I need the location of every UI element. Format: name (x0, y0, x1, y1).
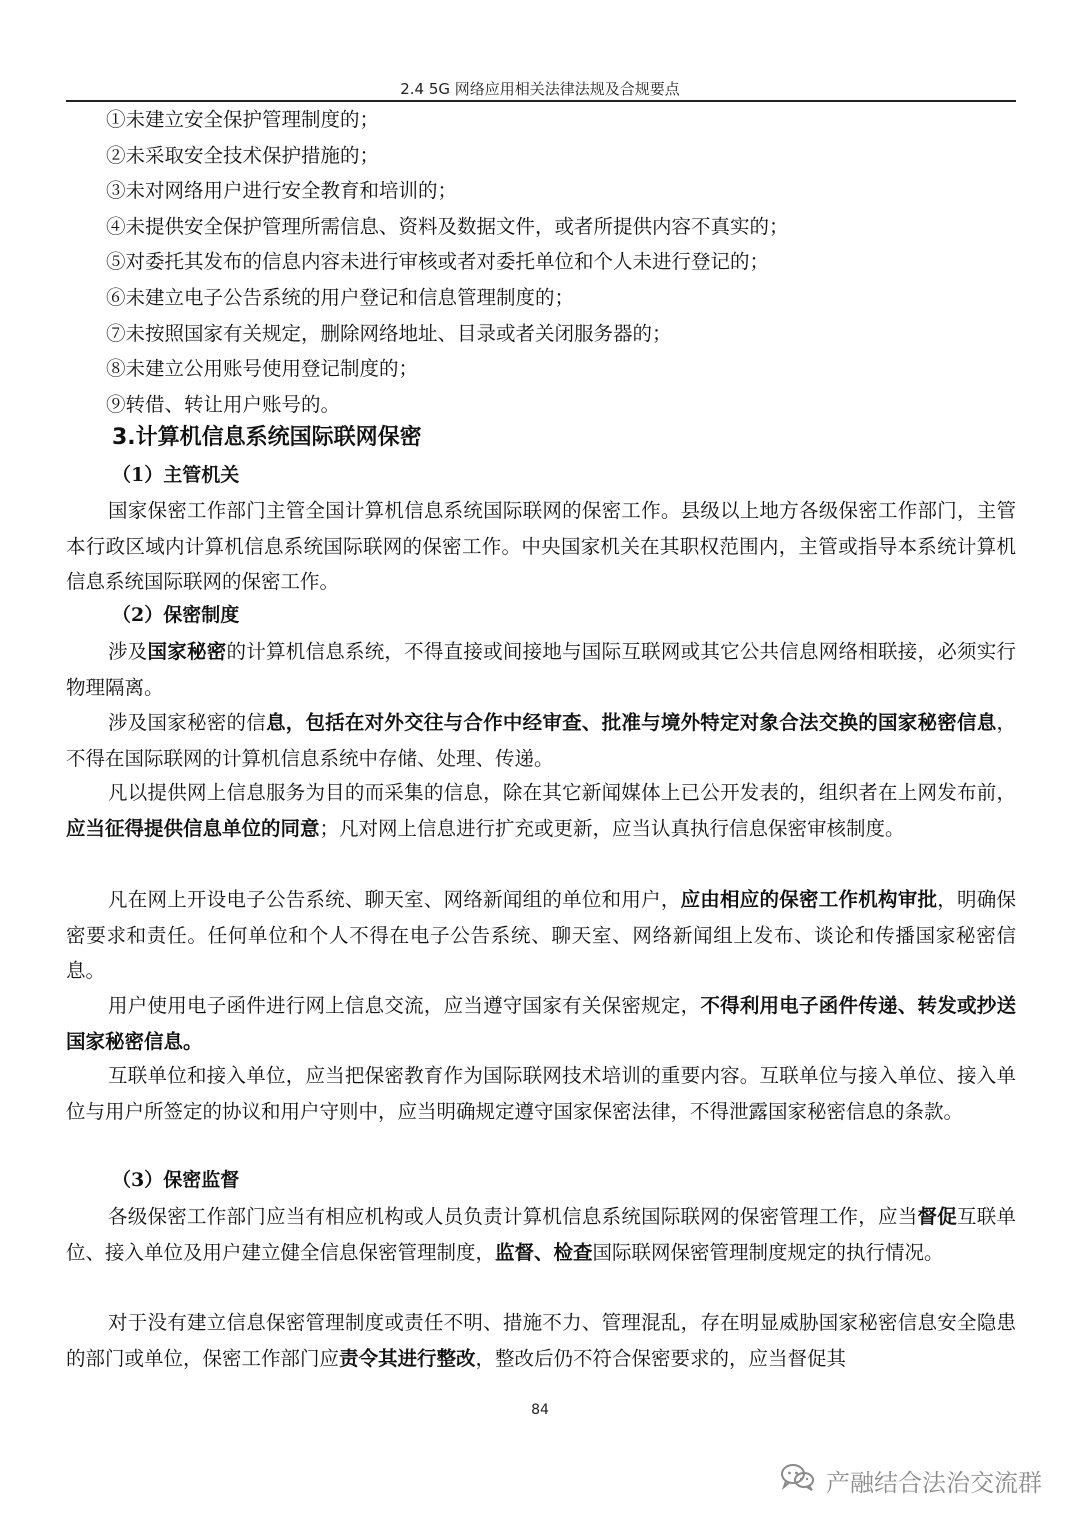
paragraph-email: 用户使用电子函件进行网上信息交流，应当遵守国家有关保密规定，不得利用电子函件传递、转发或抄送国家秘密信息。 (66, 994, 1016, 1053)
wechat-icon (780, 1462, 816, 1498)
watermark-text: 产融结合法治交流群 (826, 1468, 1042, 1497)
list-item: ⑤对委托其发布的信息内容未进行审核或者对委托单位和个人未进行登记的； (106, 250, 770, 274)
bold-text: 监督、检查 (495, 1240, 593, 1264)
paragraph-rectification: 对于没有建立信息保密管理制度或责任不明、措施不力、管理混乱，存在明显威胁国家秘密信息安全隐患的部门或单位，保密工作部门应责令其进行整改，整改后仍不符合保密要求的，应当督促其 (66, 1311, 1016, 1370)
list-item: ①未建立安全保护管理制度的； (106, 108, 380, 131)
paragraph-secret-info: 涉及国家秘密的信息，包括在对外交往与合作中经审查、批准与境外特定对象合法交换的国家秘密信息，不得在国际联网的计算机信息系统中存储、处理、传递。 (66, 711, 1016, 770)
paragraph-bulletin: 凡在网上开设电子公告系统、聊天室、网络新闻组的单位和用户，应由相应的保密工作机构审批，明确保密要求和责任。任何单位和个人不得在电子公告系统、聊天室、网络新闻组上发布、谈论和传播国家秘密信息。 (66, 888, 1016, 982)
list-item: ⑦未按照国家有关规定，删除网络地址、目录或者关闭服务器的； (106, 321, 672, 345)
paragraph-publishing: 凡以提供网上信息服务为目的而采集的信息，除在其它新闻媒体上已公开发表的，组织者在上网发布前，应当征得提供信息单位的同意；凡对网上信息进行扩充或更新，应当认真执行信息保密审核制度。 (66, 781, 1016, 840)
list-item: ⑨转借、转让用户账号的。 (106, 392, 341, 416)
paragraph-training: 互联单位和接入单位，应当把保密教育作为国际联网技术培训的重要内容。互联单位与接入单位、接入单位与用户所签定的协议和用户守则中，应当明确规定遵守国家保密法律，不得泄露国家秘密信息的条款。 (66, 1064, 1016, 1123)
paragraph-authority: 国家保密工作部门主管全国计算机信息系统国际联网的保密工作。县级以上地方各级保密工作部门，主管本行政区域内计算机信息系统国际联网的保密工作。中央国家机关在其职权范围内，主管或指导本系统计算机信息系统国际联网的保密工作。 (66, 499, 1016, 593)
list-item: ②未采取安全技术保护措施的； (106, 143, 380, 167)
watermark (780, 1462, 1042, 1498)
list-item: ④未提供安全保护管理所需信息、资料及数据文件，或者所提供内容不真实的； (106, 214, 789, 238)
bold-text: 息，包括在对外交往与合作中经审查、批准与境外特定对象合法交换的国家秘密信息 (265, 711, 997, 734)
bold-text: 应当征得提供信息单位的同意 (66, 816, 320, 840)
list-item: ⑥未建立电子公告系统的用户登记和信息管理制度的； (106, 285, 575, 309)
paragraph-physical-isolation: 涉及国家秘密的计算机信息系统，不得直接或间接地与国际互联网或其它公共信息网络相联接，必须实行物理隔离。 (66, 640, 1016, 699)
subheading-supervision: （3）保密监督 (112, 1169, 240, 1191)
bold-text: 国家秘密 (147, 640, 227, 663)
bold-text: 不得利用电子函件传递、转发或抄送国家秘密信息。 (66, 994, 1016, 1053)
paragraph-supervision: 各级保密工作部门应当有相应机构或人员负责计算机信息系统国际联网的保密管理工作，应当督促互联单位、接入单位及用户建立健全信息保密管理制度，监督、检查国际联网保密管理制度规定的执行情况。 (66, 1205, 1016, 1264)
list-item: ③未对网络用户进行安全教育和培训的； (106, 179, 458, 203)
page-number: 84 (531, 1402, 549, 1418)
running-header: 2.4 5G 网络应用相关法律法规及合规要点 (400, 80, 680, 98)
bold-text: 责令其进行整改 (339, 1346, 476, 1370)
subheading-system: （2）保密制度 (112, 604, 240, 626)
list-item: ⑧未建立公用账号使用登记制度的； (106, 357, 419, 381)
subheading-authority: （1）主管机关 (112, 464, 240, 486)
bold-text: 督促 (917, 1205, 957, 1228)
section-heading: 3.计算机信息系统国际联网保密 (112, 425, 422, 450)
bold-text: 应由相应的保密工作机构审批 (680, 888, 938, 911)
violation-list (106, 102, 789, 422)
